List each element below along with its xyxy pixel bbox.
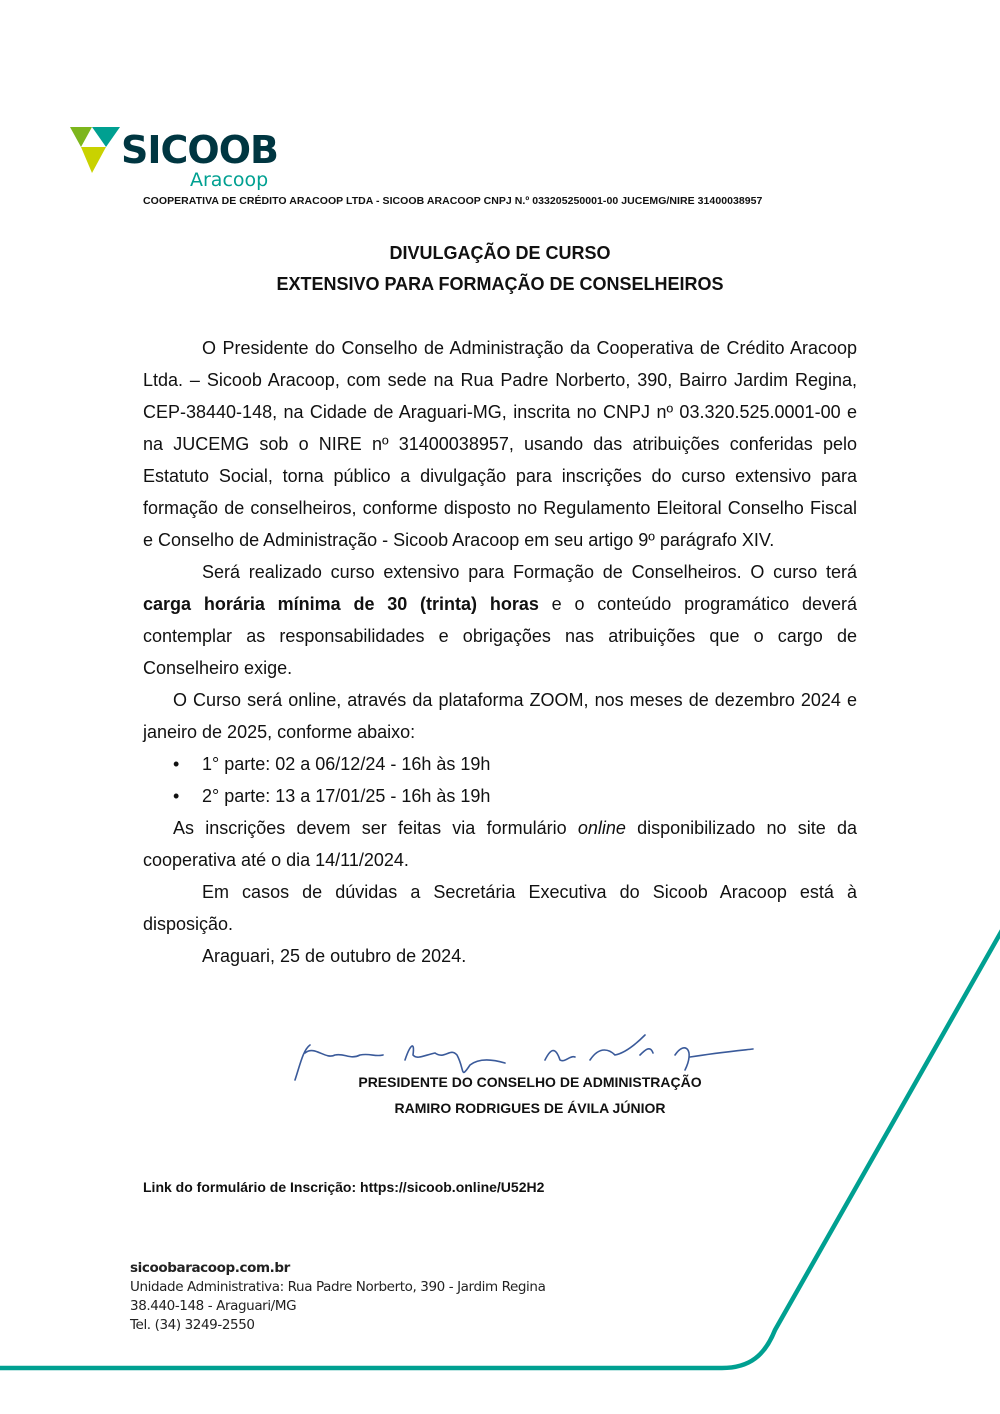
- address-text: Rua Padre Norberto, 390 - Jardim Regina: [283, 1279, 546, 1295]
- list-item-text: 1° parte: 02 a 06/12/24 - 16h às 19h: [202, 754, 491, 774]
- bullet-icon: •: [173, 786, 180, 806]
- site-text[interactable]: sicoobaracoop.com.br: [130, 1260, 290, 1276]
- paragraph-5: Em casos de dúvidas a Secretária Executiva do Sicoob Aracoop está à disposição.: [143, 882, 857, 934]
- paragraph-3: O Curso será online, através da plataforma ZOOM, nos meses de dezembro 2024 e janeiro de 2025, conforme abaixo:: [143, 690, 857, 742]
- logo-subtitle: Aracoop: [190, 169, 269, 191]
- cooperative-info: COOPERATIVA DE CRÉDITO ARACOOP LTDA - SICOOB ARACOOP CNPJ N.º 033205250001-00 JUCEMG/NIRE 31400038957: [143, 195, 763, 207]
- signatory-role: PRESIDENTE DO CONSELHO DE ADMINISTRAÇÃO: [358, 1074, 702, 1090]
- paragraph-1: O Presidente do Conselho de Administração da Cooperativa de Crédito Aracoop Ltda. – Sicoob Aracoop, com sede na Rua Padre Norberto, 390, Bairro Jardim Regina, CEP-38440-148, na Cidade de Araguari-MG, inscrita no CNPJ nº 03.320.525.0001-00 e na JUCEMG sob o NIRE nº 31400038957, usando das atribuições conferidas pelo Estatuto Social, torna público a divulgação para inscrições do curso extensivo para formação de conselheiros, conforme disposto no Regulamento Eleitoral Conselho Fiscal e Conselho de Administração - Sicoob Aracoop em seu artigo 9º parágrafo XIV.: [143, 338, 857, 550]
- text: disponibilizado no site da cooperativa até o dia 14/11/2024.: [143, 818, 858, 870]
- phone-label: Tel.: [130, 1317, 151, 1333]
- signatory-name: RAMIRO RODRIGUES DE ÁVILA JÚNIOR: [394, 1100, 666, 1116]
- logo-text: SICOOB: [121, 128, 278, 172]
- text: e o conteúdo programático deverá contemplar as responsabilidades e obrigações nas atribuições que o cargo de Conselheiro exige.: [143, 594, 857, 678]
- paragraph-6: Araguari, 25 de outubro de 2024.: [202, 946, 467, 966]
- document-subtitle: EXTENSIVO PARA FORMAÇÃO DE CONSELHEIROS: [276, 274, 724, 294]
- phone-text: (34) 3249-2550: [150, 1317, 255, 1333]
- text: As inscrições devem ser feitas via formulário: [173, 818, 578, 838]
- document-title: DIVULGAÇÃO DE CURSO: [389, 243, 611, 263]
- bullet-icon: •: [173, 754, 180, 774]
- italic-text: online: [577, 818, 626, 838]
- list-item-text: 2° parte: 13 a 17/01/25 - 16h às 19h: [202, 786, 491, 806]
- registration-link[interactable]: Link do formulário de Inscrição: https://sicoob.online/U52H2: [143, 1179, 545, 1195]
- text: Será realizado curso extensivo para Formação de Conselheiros. O curso terá: [202, 562, 857, 582]
- footer-city: 38.440-148 - Araguari/MG: [130, 1298, 297, 1314]
- address-label: Unidade Administrativa:: [130, 1279, 284, 1295]
- bold-text: carga horária mínima de 30 (trinta) horas: [143, 594, 539, 614]
